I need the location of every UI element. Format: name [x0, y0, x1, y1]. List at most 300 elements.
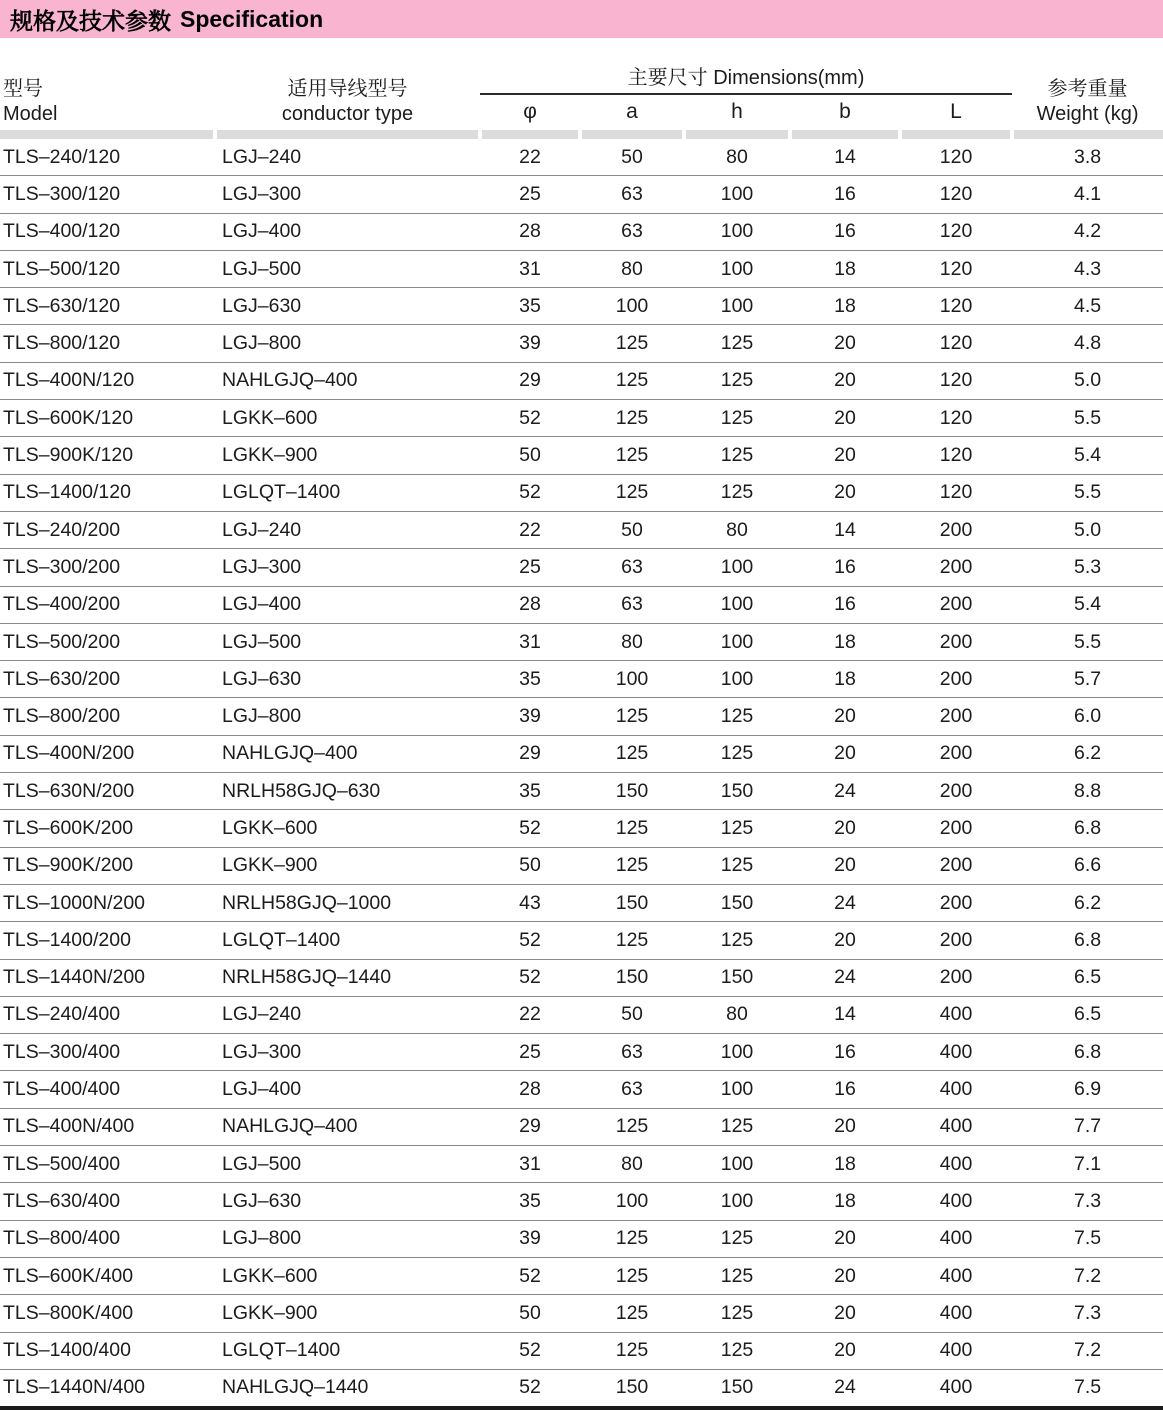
cell-dim-l: 200 — [900, 810, 1012, 847]
cell-dim-b: 20 — [790, 847, 900, 884]
cell-dim-a: 63 — [580, 549, 684, 586]
cell-dim-a: 80 — [580, 1146, 684, 1183]
cell-dim-h: 125 — [684, 1332, 790, 1369]
cell-dim-b: 24 — [790, 959, 900, 996]
cell-dim-b: 24 — [790, 884, 900, 921]
cell-dim-h: 100 — [684, 213, 790, 250]
cell-dim-h: 80 — [684, 139, 790, 176]
cell-dim-l: 120 — [900, 362, 1012, 399]
cell-dim-b: 20 — [790, 437, 900, 474]
cell-dim-phi: 25 — [480, 1034, 580, 1071]
cell-dim-a: 63 — [580, 586, 684, 623]
cell-dim-a: 100 — [580, 1183, 684, 1220]
cell-model: TLS–300/120 — [0, 176, 215, 213]
cell-dim-a: 150 — [580, 773, 684, 810]
cell-dim-l: 120 — [900, 325, 1012, 362]
cell-conductor-type: LGJ–800 — [215, 1220, 480, 1257]
column-header-a: a — [626, 99, 638, 123]
cell-dim-h: 150 — [684, 884, 790, 921]
cell-conductor-type: LGJ–240 — [215, 996, 480, 1033]
cell-dim-b: 20 — [790, 698, 900, 735]
cell-dim-h: 100 — [684, 250, 790, 287]
cell-dim-b: 20 — [790, 1332, 900, 1369]
cell-dim-h: 125 — [684, 698, 790, 735]
table-row — [0, 1220, 1163, 1257]
column-header-h: h — [731, 99, 743, 123]
cell-dim-b: 20 — [790, 1257, 900, 1294]
cell-conductor-type: LGJ–300 — [215, 176, 480, 213]
cell-dim-phi: 52 — [480, 959, 580, 996]
table-row — [0, 139, 1163, 176]
cell-weight: 7.3 — [1012, 1183, 1163, 1220]
cell-model: TLS–400N/200 — [0, 735, 215, 772]
table-row — [0, 1332, 1163, 1369]
cell-conductor-type: LGJ–400 — [215, 1071, 480, 1108]
cell-dim-phi: 25 — [480, 176, 580, 213]
cell-dim-b: 18 — [790, 1146, 900, 1183]
cell-dim-b: 20 — [790, 474, 900, 511]
cell-weight: 4.2 — [1012, 213, 1163, 250]
cell-dim-phi: 39 — [480, 698, 580, 735]
cell-dim-phi: 39 — [480, 1220, 580, 1257]
cell-model: TLS–400/400 — [0, 1071, 215, 1108]
table-row — [0, 511, 1163, 548]
cell-weight: 6.2 — [1012, 735, 1163, 772]
cell-weight: 5.5 — [1012, 623, 1163, 660]
cell-dim-h: 100 — [684, 1071, 790, 1108]
cell-dim-l: 200 — [900, 549, 1012, 586]
cell-dim-h: 100 — [684, 661, 790, 698]
cell-conductor-type: LGKK–600 — [215, 810, 480, 847]
cell-conductor-type: LGLQT–1400 — [215, 922, 480, 959]
cell-dim-phi: 52 — [480, 810, 580, 847]
cell-dim-h: 125 — [684, 847, 790, 884]
table-row — [0, 325, 1163, 362]
cell-model: TLS–500/120 — [0, 250, 215, 287]
cell-dim-l: 200 — [900, 959, 1012, 996]
column-group-dimensions — [480, 38, 1012, 94]
cell-dim-b: 18 — [790, 250, 900, 287]
cell-dim-a: 125 — [580, 922, 684, 959]
column-group-dimensions-zh: 主要尺寸 — [627, 67, 708, 89]
cell-dim-h: 100 — [684, 549, 790, 586]
table-row — [0, 996, 1163, 1033]
cell-dim-phi: 52 — [480, 474, 580, 511]
cell-conductor-type: LGKK–600 — [215, 400, 480, 437]
cell-dim-b: 14 — [790, 511, 900, 548]
cell-model: TLS–1440N/400 — [3, 1376, 146, 1399]
cell-dim-a: 125 — [580, 810, 684, 847]
cell-dim-h: 80 — [684, 996, 790, 1033]
table-row — [0, 698, 1163, 735]
cell-dim-a: 150 — [580, 959, 684, 996]
cell-dim-l: 400 — [900, 996, 1012, 1033]
cell-weight: 6.8 — [1012, 922, 1163, 959]
cell-weight: 7.7 — [1012, 1108, 1163, 1145]
cell-model: TLS–400N/120 — [0, 362, 215, 399]
table-row — [0, 623, 1163, 660]
cell-model: TLS–800/120 — [0, 325, 215, 362]
cell-dim-b: 16 — [790, 1034, 900, 1071]
cell-dim-phi: 50 — [480, 1295, 580, 1332]
cell-conductor-type: LGJ–800 — [215, 698, 480, 735]
cell-dim-phi: 29 — [480, 362, 580, 399]
column-group-dimensions-en: Dimensions(mm) — [713, 67, 865, 89]
column-header-weight-zh: 参考重量 — [1047, 77, 1128, 100]
table-row — [0, 1146, 1163, 1183]
cell-weight: 5.3 — [1012, 549, 1163, 586]
cell-model: TLS–800K/400 — [0, 1295, 215, 1332]
cell-dim-h: 100 — [684, 623, 790, 660]
column-header-model-en: Model — [3, 103, 58, 126]
cell-dim-b: 20 — [790, 1295, 900, 1332]
cell-weight: 6.5 — [1012, 959, 1163, 996]
specification-table — [0, 38, 1163, 1410]
cell-dim-a: 125 — [580, 698, 684, 735]
cell-conductor-type: LGKK–900 — [215, 847, 480, 884]
band-segment — [482, 130, 578, 139]
cell-dim-a: 125 — [580, 1220, 684, 1257]
table-row — [0, 1257, 1163, 1294]
cell-weight: 6.5 — [1012, 996, 1163, 1033]
cell-dim-l: 200 — [900, 661, 1012, 698]
cell-weight: 6.9 — [1012, 1071, 1163, 1108]
cell-dim-l: 120 — [900, 400, 1012, 437]
cell-dim-h: 100 — [684, 1183, 790, 1220]
cell-dim-phi: 28 — [480, 586, 580, 623]
cell-dim-phi: 28 — [480, 1071, 580, 1108]
cell-model: TLS–630/400 — [0, 1183, 215, 1220]
cell-dim-l: 200 — [900, 773, 1012, 810]
band-segment — [1014, 130, 1163, 139]
cell-conductor-type: LGJ–240 — [215, 511, 480, 548]
cell-dim-l: 200 — [900, 922, 1012, 959]
cell-dim-h: 150 — [684, 773, 790, 810]
cell-dim-phi: 52 — [519, 1376, 541, 1399]
column-header-phi: φ — [523, 99, 537, 123]
cell-dim-b: 20 — [790, 810, 900, 847]
cell-conductor-type: LGJ–800 — [215, 325, 480, 362]
cell-dim-h: 80 — [684, 511, 790, 548]
cell-dim-phi: 29 — [480, 1108, 580, 1145]
cell-dim-a: 125 — [580, 1332, 684, 1369]
table-row — [0, 1295, 1163, 1332]
cell-dim-phi: 28 — [480, 213, 580, 250]
cell-dim-a: 50 — [580, 511, 684, 548]
cell-dim-a: 50 — [580, 996, 684, 1033]
band-segment — [0, 130, 213, 139]
cell-dim-l: 400 — [900, 1071, 1012, 1108]
table-row — [0, 1034, 1163, 1071]
cell-dim-l: 400 — [900, 1295, 1012, 1332]
table-row — [0, 400, 1163, 437]
cell-model: TLS–800/200 — [0, 698, 215, 735]
cell-model: TLS–900K/200 — [0, 847, 215, 884]
column-header-model — [0, 38, 215, 128]
cell-model: TLS–400/120 — [0, 213, 215, 250]
column-header-weight-en: Weight (kg) — [1036, 103, 1139, 126]
cell-model: TLS–800/400 — [0, 1220, 215, 1257]
cell-dim-a: 150 — [615, 1376, 649, 1399]
cell-dim-l: 400 — [900, 1034, 1012, 1071]
cell-model: TLS–240/120 — [0, 139, 215, 176]
cell-model: TLS–240/200 — [0, 511, 215, 548]
cell-conductor-type: LGJ–240 — [215, 139, 480, 176]
cell-weight: 3.8 — [1012, 139, 1163, 176]
cell-dim-h: 125 — [684, 810, 790, 847]
cell-dim-h: 125 — [684, 1220, 790, 1257]
cell-dim-phi: 31 — [480, 250, 580, 287]
cell-conductor-type: NAHLGJQ–1440 — [222, 1376, 369, 1399]
cell-dim-l: 200 — [900, 735, 1012, 772]
cell-conductor-type: LGKK–900 — [215, 1295, 480, 1332]
cell-dim-b: 16 — [790, 586, 900, 623]
cell-dim-b: 16 — [790, 1071, 900, 1108]
cell-dim-a: 100 — [580, 661, 684, 698]
cell-dim-a: 125 — [580, 437, 684, 474]
cell-weight: 4.8 — [1012, 325, 1163, 362]
cell-dim-b: 24 — [834, 1376, 856, 1399]
cell-dim-phi: 31 — [480, 623, 580, 660]
cell-weight: 7.5 — [1012, 1220, 1163, 1257]
cell-dim-l: 400 — [900, 1257, 1012, 1294]
section-title-en: Specification — [180, 5, 324, 32]
cell-weight: 7.2 — [1012, 1332, 1163, 1369]
cell-dim-a: 63 — [580, 213, 684, 250]
cell-dim-b: 14 — [790, 996, 900, 1033]
band-segment — [217, 130, 478, 139]
cell-dim-h: 125 — [684, 1257, 790, 1294]
cell-conductor-type: NAHLGJQ–400 — [215, 735, 480, 772]
section-title-bar — [0, 0, 1163, 38]
cell-weight: 7.1 — [1012, 1146, 1163, 1183]
cell-dim-l: 400 — [900, 1108, 1012, 1145]
cell-dim-h: 100 — [684, 1146, 790, 1183]
cell-conductor-type: LGJ–500 — [215, 250, 480, 287]
band-segment — [582, 130, 682, 139]
cell-dim-phi: 52 — [480, 1332, 580, 1369]
cell-dim-l: 400 — [900, 1332, 1012, 1369]
cell-weight: 6.0 — [1012, 698, 1163, 735]
cell-dim-phi: 29 — [480, 735, 580, 772]
table-row — [0, 1071, 1163, 1108]
cell-conductor-type: LGKK–600 — [215, 1257, 480, 1294]
cell-conductor-type: LGJ–400 — [215, 586, 480, 623]
table-row — [0, 586, 1163, 623]
cell-conductor-type: NRLH58GJQ–630 — [215, 773, 480, 810]
cell-dim-b: 18 — [790, 661, 900, 698]
cell-dim-phi: 35 — [480, 1183, 580, 1220]
cell-weight: 6.8 — [1012, 810, 1163, 847]
cell-model: TLS–1400/200 — [0, 922, 215, 959]
cell-model: TLS–1400/120 — [0, 474, 215, 511]
cell-model: TLS–600K/120 — [0, 400, 215, 437]
cell-dim-b: 20 — [790, 362, 900, 399]
cell-conductor-type: LGJ–400 — [215, 213, 480, 250]
cell-dim-h: 125 — [684, 474, 790, 511]
table-row — [0, 176, 1163, 213]
cell-weight: 8.8 — [1012, 773, 1163, 810]
cell-dim-l: 120 — [900, 250, 1012, 287]
cell-dim-phi: 31 — [480, 1146, 580, 1183]
cell-dim-b: 20 — [790, 325, 900, 362]
cell-model: TLS–500/400 — [0, 1146, 215, 1183]
cell-dim-h: 125 — [684, 362, 790, 399]
table-row — [0, 288, 1163, 325]
column-header-l: L — [950, 99, 962, 123]
cell-dim-phi: 39 — [480, 325, 580, 362]
cell-dim-b: 20 — [790, 400, 900, 437]
cell-weight: 5.5 — [1012, 400, 1163, 437]
cell-dim-l: 400 — [900, 1220, 1012, 1257]
cell-conductor-type: LGJ–300 — [215, 549, 480, 586]
column-header-model-zh: 型号 — [3, 77, 43, 100]
column-header-b: b — [839, 99, 851, 123]
cell-weight: 5.4 — [1012, 586, 1163, 623]
cell-dim-b: 24 — [790, 773, 900, 810]
cell-conductor-type: LGJ–630 — [215, 288, 480, 325]
column-header-weight — [1012, 38, 1163, 128]
cell-dim-l: 200 — [900, 586, 1012, 623]
cell-dim-l: 200 — [900, 884, 1012, 921]
table-row — [0, 847, 1163, 884]
cell-dim-l: 400 — [900, 1183, 1012, 1220]
cell-dim-h: 125 — [684, 735, 790, 772]
cell-dim-b: 14 — [790, 139, 900, 176]
cell-dim-a: 50 — [580, 139, 684, 176]
cell-weight: 6.2 — [1012, 884, 1163, 921]
cell-dim-l: 200 — [900, 623, 1012, 660]
cell-dim-b: 18 — [790, 1183, 900, 1220]
cell-dim-a: 125 — [580, 735, 684, 772]
column-header-conductor-en: conductor type — [281, 103, 414, 126]
cell-dim-h: 150 — [684, 959, 790, 996]
cell-conductor-type: LGJ–300 — [215, 1034, 480, 1071]
cell-dim-b: 18 — [790, 623, 900, 660]
cell-weight: 4.3 — [1012, 250, 1163, 287]
table-row — [0, 1108, 1163, 1145]
cell-dim-phi: 50 — [480, 437, 580, 474]
cell-conductor-type: NRLH58GJQ–1000 — [215, 884, 480, 921]
cell-model: TLS–600K/400 — [0, 1257, 215, 1294]
cell-dim-a: 125 — [580, 1295, 684, 1332]
cell-dim-l: 400 — [939, 1376, 973, 1399]
cell-model: TLS–400/200 — [0, 586, 215, 623]
cell-weight: 5.5 — [1012, 474, 1163, 511]
cell-model: TLS–400N/400 — [0, 1108, 215, 1145]
cell-dim-l: 200 — [900, 511, 1012, 548]
cell-dim-h: 100 — [684, 176, 790, 213]
cell-model: TLS–1400/400 — [0, 1332, 215, 1369]
cell-dim-b: 20 — [790, 1220, 900, 1257]
cell-weight: 5.4 — [1012, 437, 1163, 474]
cell-weight: 4.1 — [1012, 176, 1163, 213]
cell-conductor-type: LGKK–900 — [215, 437, 480, 474]
cell-model: TLS–630N/200 — [0, 773, 215, 810]
cell-conductor-type: NRLH58GJQ–1440 — [215, 959, 480, 996]
cell-dim-l: 200 — [900, 847, 1012, 884]
cell-conductor-type: LGLQT–1400 — [215, 1332, 480, 1369]
cell-dim-l: 400 — [900, 1146, 1012, 1183]
table-row — [0, 250, 1163, 287]
cell-dim-a: 63 — [580, 1034, 684, 1071]
band-segment — [792, 130, 898, 139]
table-row — [0, 661, 1163, 698]
table-row — [0, 773, 1163, 810]
table-row — [0, 474, 1163, 511]
table-row — [0, 810, 1163, 847]
table-row — [0, 437, 1163, 474]
cell-dim-l: 120 — [900, 474, 1012, 511]
cell-dim-b: 20 — [790, 922, 900, 959]
cell-model: TLS–240/400 — [0, 996, 215, 1033]
cell-dim-h: 125 — [684, 325, 790, 362]
spec-table-body — [0, 139, 1163, 1408]
cell-dim-h: 125 — [684, 1295, 790, 1332]
cell-dim-a: 63 — [580, 176, 684, 213]
column-header-conductor — [215, 38, 480, 128]
cell-dim-phi: 43 — [480, 884, 580, 921]
cell-dim-phi: 50 — [480, 847, 580, 884]
cell-weight: 6.6 — [1012, 847, 1163, 884]
cell-dim-h: 125 — [684, 400, 790, 437]
cell-weight: 7.2 — [1012, 1257, 1163, 1294]
cell-dim-b: 16 — [790, 549, 900, 586]
cell-dim-phi: 25 — [480, 549, 580, 586]
cell-dim-h: 125 — [684, 1108, 790, 1145]
table-row — [0, 549, 1163, 586]
cell-dim-h: 100 — [684, 1034, 790, 1071]
cell-dim-phi: 35 — [480, 288, 580, 325]
cell-dim-phi: 35 — [480, 773, 580, 810]
cell-dim-h: 125 — [684, 437, 790, 474]
cell-dim-phi: 22 — [480, 511, 580, 548]
cell-dim-b: 18 — [790, 288, 900, 325]
cell-conductor-type: LGLQT–1400 — [215, 474, 480, 511]
cell-model: TLS–500/200 — [0, 623, 215, 660]
cell-dim-h: 100 — [684, 288, 790, 325]
cell-dim-b: 20 — [790, 1108, 900, 1145]
cell-conductor-type: LGJ–500 — [215, 623, 480, 660]
cell-dim-phi: 22 — [480, 139, 580, 176]
cell-model: TLS–600K/200 — [0, 810, 215, 847]
cell-dim-l: 200 — [900, 698, 1012, 735]
table-row — [0, 1369, 1163, 1408]
cell-model: TLS–300/400 — [0, 1034, 215, 1071]
column-band — [0, 128, 1163, 139]
cell-weight: 4.5 — [1012, 288, 1163, 325]
cell-dim-a: 63 — [580, 1071, 684, 1108]
table-row — [0, 922, 1163, 959]
specification-section — [0, 38, 1163, 1410]
cell-model: TLS–630/120 — [0, 288, 215, 325]
cell-dim-b: 20 — [790, 735, 900, 772]
cell-dim-a: 125 — [580, 1257, 684, 1294]
cell-model: TLS–1000N/200 — [0, 884, 215, 921]
cell-model: TLS–1440N/200 — [0, 959, 215, 996]
cell-dim-a: 125 — [580, 400, 684, 437]
cell-dim-a: 125 — [580, 362, 684, 399]
band-segment — [902, 130, 1010, 139]
cell-dim-a: 125 — [580, 474, 684, 511]
cell-dim-l: 120 — [900, 437, 1012, 474]
cell-conductor-type: LGJ–630 — [215, 661, 480, 698]
table-row — [0, 735, 1163, 772]
cell-weight: 6.8 — [1012, 1034, 1163, 1071]
cell-dim-phi: 52 — [480, 400, 580, 437]
cell-dim-h: 125 — [684, 922, 790, 959]
cell-dim-a: 125 — [580, 325, 684, 362]
